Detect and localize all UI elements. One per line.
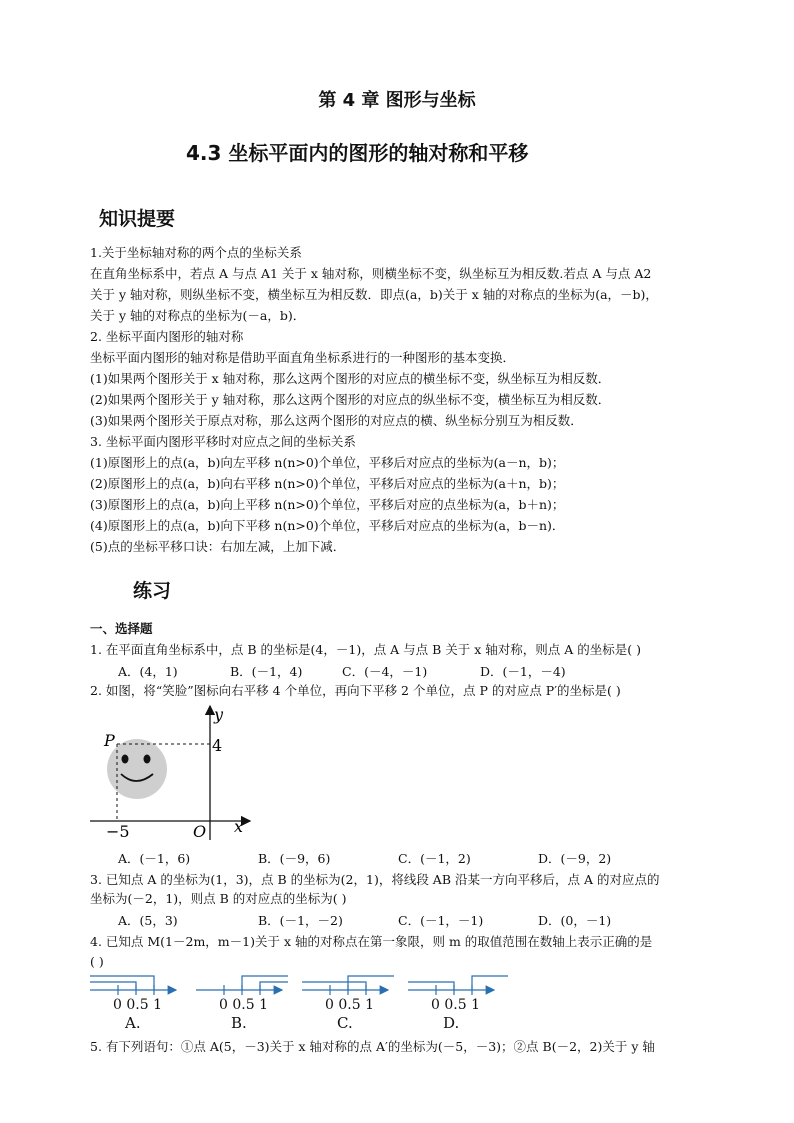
label-minus5: −5	[106, 822, 130, 841]
left-eye	[122, 755, 129, 764]
q2-option-a: A．(－1，6)	[118, 851, 191, 866]
q3-stem-line2: 坐标为(－2，1)，则点 B 的对应点的坐标为( )	[90, 891, 347, 906]
knowledge-line: 3. 坐标平面内图形平移时对应点之间的坐标关系	[90, 434, 356, 449]
knowledge-heading: 知识提要	[99, 208, 176, 230]
q2-option-c: C．(－1，2)	[398, 851, 471, 866]
knowledge-line: (4)原图形上的点(a，b)向下平移 n(n>0)个单位，平移后对应点的坐标为(a，b－n)．	[90, 518, 565, 533]
q5-stem: 5. 有下列语句：①点 A(5，－3)关于 x 轴对称的点 A′的坐标为(－5，－3)；②点 B(－2，2)关于 y 轴	[90, 1039, 655, 1054]
knowledge-line: 在直角坐标系中，若点 A 与点 A1 关于 x 轴对称，则横坐标不变，纵坐标互为相反数.若点 A 与点 A2	[90, 266, 652, 281]
number-line-d	[408, 966, 508, 1000]
q4-stem-line1: 4. 已知点 M(1－2m，m－1)关于 x 轴的对称点在第一象限，则 m 的取值范围在数轴上表示正确的是	[90, 934, 653, 949]
q1-option-c: C．(－4，－1)	[342, 664, 428, 679]
interval-d-right	[472, 976, 508, 990]
q1-option-b: B．(－1，4)	[230, 664, 303, 679]
q1-option-d: D．(－1，－4)	[480, 664, 566, 679]
q1-option-a: A．(4，1)	[118, 664, 178, 679]
label-o: O	[193, 822, 207, 841]
q4-option-c: C.	[337, 1014, 353, 1032]
q3-option-a: A．(5，3)	[118, 913, 178, 928]
number-line-a	[90, 966, 190, 1000]
label-y: y	[214, 705, 224, 724]
knowledge-line: 关于 y 轴的对称点的坐标为(－a，b)．	[90, 308, 306, 323]
q3-option-d: D．(0，－1)	[538, 913, 612, 928]
knowledge-line: (3)如果两个图形关于原点对称，那么这两个图形的对应点的横、纵坐标分别互为相反数．	[90, 413, 583, 428]
q4-option-a: A.	[125, 1014, 141, 1032]
number-line-b	[196, 966, 296, 1000]
label-p: P	[104, 731, 115, 750]
knowledge-line: (1)原图形上的点(a，b)向左平移 n(n>0)个单位，平移后对应点的坐标为(a－n，b)；	[90, 455, 565, 470]
q2-option-d: D．(－9，2)	[538, 851, 612, 866]
knowledge-line: 1.关于坐标轴对称的两个点的坐标关系	[90, 245, 302, 260]
number-line-c	[302, 966, 402, 1000]
number-line-c-ticks: 0 0.5 1	[325, 997, 374, 1013]
knowledge-line: 2. 坐标平面内图形的轴对称	[90, 329, 244, 344]
interval-a-upper	[90, 976, 154, 990]
knowledge-line: (2)如果两个图形关于 y 轴对称，那么这两个图形的对应点的纵坐标不变，横坐标互为相反数．	[90, 392, 611, 407]
knowledge-line: (2)原图形上的点(a，b)向右平移 n(n>0)个单位，平移后对应点的坐标为(a＋n，b)；	[90, 476, 565, 491]
knowledge-body	[90, 242, 658, 557]
q3-option-c: C．(－1，－1)	[398, 913, 484, 928]
number-line-b-ticks: 0 0.5 1	[219, 997, 268, 1013]
knowledge-line: (5)点的坐标平移口诀：右加左减，上加下减．	[90, 539, 346, 554]
interval-c-right	[348, 976, 394, 990]
interval-b-lower	[260, 982, 288, 990]
q4-stem-line2: ( )	[90, 954, 104, 969]
q1-stem: 1. 在平面直角坐标系中，点 B 的坐标是(4，－1)，点 A 与点 B 关于 x 轴对称，则点 A 的坐标是( )	[90, 642, 641, 657]
number-line-d-ticks: 0 0.5 1	[431, 997, 480, 1013]
right-eye	[144, 755, 151, 764]
part-heading: 一、选择题	[90, 621, 153, 636]
interval-d-left	[408, 982, 454, 990]
interval-b-upper	[242, 976, 288, 990]
q4-option-d: D.	[443, 1014, 460, 1032]
q3-option-b: B．(－1，－2)	[258, 913, 343, 928]
q2-stem: 2. 如图，将“笑脸”图标向右平移 4 个单位，再向下平移 2 个单位，点 P 的对应点 P′的坐标是( )	[90, 683, 621, 698]
label-x: x	[234, 817, 244, 836]
smiley-coordinate-figure	[90, 700, 270, 845]
q3-stem-line1: 3. 已知点 A 的坐标为(1，3)，点 B 的坐标为(2，1)，将线段 AB 沿某一方向平移后，点 A 的对应点的	[90, 872, 660, 887]
practice-heading: 练习	[133, 580, 172, 602]
knowledge-line: (1)如果两个图形关于 x 轴对称，那么这两个图形的对应点的横坐标不变，纵坐标互为相反数．	[90, 371, 611, 386]
interval-c-left	[302, 982, 366, 990]
knowledge-line: 关于 y 轴对称，则纵坐标不变，横坐标互为相反数．即点(a，b)关于 x 轴的对称点的坐标为(a，－b)，	[90, 287, 658, 302]
interval-a-lower	[90, 982, 136, 990]
knowledge-line: (3)原图形上的点(a，b)向上平移 n(n>0)个单位，平移后对应的点坐标为(a，b＋n)；	[90, 497, 565, 512]
q4-option-b: B.	[231, 1014, 247, 1032]
label-4: 4	[212, 736, 223, 755]
smiley-face	[107, 739, 167, 799]
number-line-a-ticks: 0 0.5 1	[113, 997, 162, 1013]
chapter-title: 第 4 章 图形与坐标	[318, 90, 476, 111]
section-title: 4.3 坐标平面内的图形的轴对称和平移	[186, 141, 529, 165]
q2-option-b: B．(－9，6)	[258, 851, 331, 866]
knowledge-line: 坐标平面内图形的轴对称是借助平面直角坐标系进行的一种图形的基本变换．	[90, 350, 516, 365]
